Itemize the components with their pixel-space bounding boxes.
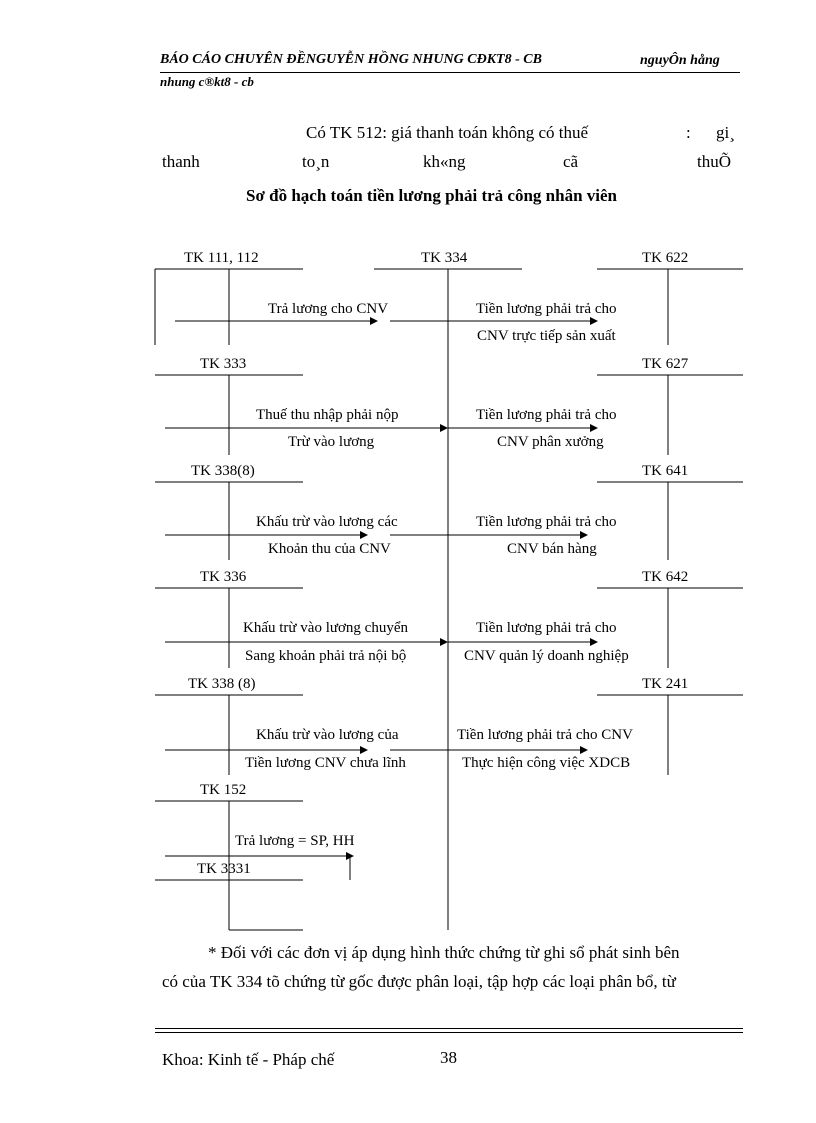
account-label: TK 627 — [642, 356, 689, 372]
header-author-line2: nhung c®kt8 - cb — [160, 74, 254, 89]
intro-word: to¸n — [302, 152, 330, 171]
account-label: TK 152 — [200, 782, 247, 798]
header-title: BÁO CÁO CHUYÊN ĐỀNGUYỄN HỒNG NHUNG CĐKT8 - CB — [160, 52, 542, 67]
entry-label: Thực hiện công việc XDCB — [462, 755, 631, 771]
arrowhead — [590, 317, 598, 325]
account-label: TK 642 — [642, 569, 689, 585]
account-label: TK 111, 112 — [184, 250, 259, 266]
intro-word: cã — [563, 152, 579, 171]
account-label: TK 336 — [200, 569, 247, 585]
intro-word: kh«ng — [423, 152, 466, 171]
account-label: TK 622 — [642, 250, 689, 266]
account-label: TK 338 (8) — [188, 676, 256, 692]
account-label: TK 338(8) — [191, 463, 255, 479]
arrowhead — [440, 424, 448, 432]
intro-line1-end: gi¸ — [716, 123, 735, 142]
arrowhead — [580, 746, 588, 754]
account-label: TK 641 — [642, 463, 689, 479]
intro-word: thanh — [162, 152, 200, 171]
account-label: TK 241 — [642, 676, 689, 692]
arrowhead — [370, 317, 378, 325]
entry-label: Tiền lương phải trả cho CNV — [457, 727, 633, 743]
entry-label: Tiền lương phải trả cho — [476, 620, 617, 636]
header-author: nguyÔn hång — [640, 53, 720, 68]
entry-label: Khấu trừ vào lương chuyển — [243, 620, 408, 636]
diagram-title: Sơ đồ hạch toán tiền lương phải trả công nhân viên — [246, 186, 617, 205]
arrowhead — [440, 638, 448, 646]
account-label: TK 334 — [421, 250, 468, 266]
entry-label: Thuế thu nhập phải nộp — [256, 407, 399, 423]
paragraph-line1: * Đối với các đơn vị áp dụng hình thức chứng từ ghi sổ phát sinh bên — [208, 943, 680, 962]
arrowhead — [360, 531, 368, 539]
arrowhead — [580, 531, 588, 539]
entry-label: Tiền lương phải trả cho — [476, 514, 617, 530]
entry-label: CNV quản lý doanh nghiệp — [464, 648, 629, 664]
intro-word: thuÕ — [697, 152, 731, 171]
entry-label: Trả lương cho CNV — [268, 301, 389, 317]
entry-label: Tiền lương phải trả cho — [476, 301, 617, 317]
footer-department: Khoa: Kinh tế - Pháp chế — [162, 1050, 335, 1069]
entry-label: Tiền lương phải trả cho — [476, 407, 617, 423]
arrowhead — [590, 638, 598, 646]
entry-label: Tiền lương CNV chưa lĩnh — [245, 755, 406, 771]
page-number: 38 — [440, 1048, 457, 1067]
entry-label: Khấu trừ vào lương các — [256, 514, 398, 530]
entry-label: Khoản thu của CNV — [268, 541, 391, 557]
intro-colon: : — [686, 123, 691, 142]
entry-label: Trả lương = SP, HH — [235, 833, 355, 849]
entry-label: Trừ vào lương — [288, 434, 375, 450]
footer-rule — [155, 1032, 743, 1033]
account-label: TK 3331 — [197, 861, 251, 877]
paragraph-line2: có của TK 334 tõ chứng từ gốc được phân loại, tập hợp các loại phân bổ, từ — [162, 972, 676, 991]
entry-label: Sang khoản phải trả nội bộ — [245, 648, 407, 664]
arrowhead — [360, 746, 368, 754]
entry-label: CNV trực tiếp sản xuất — [477, 328, 616, 344]
intro-line1: Có TK 512: giá thanh toán không có thuế — [306, 123, 589, 142]
entry-label: Khấu trừ vào lương của — [256, 727, 399, 743]
account-label: TK 333 — [200, 356, 247, 372]
footer-rule — [155, 1028, 743, 1029]
arrowhead — [590, 424, 598, 432]
entry-label: CNV phân xưởng — [497, 434, 604, 450]
entry-label: CNV bán hàng — [507, 541, 597, 557]
